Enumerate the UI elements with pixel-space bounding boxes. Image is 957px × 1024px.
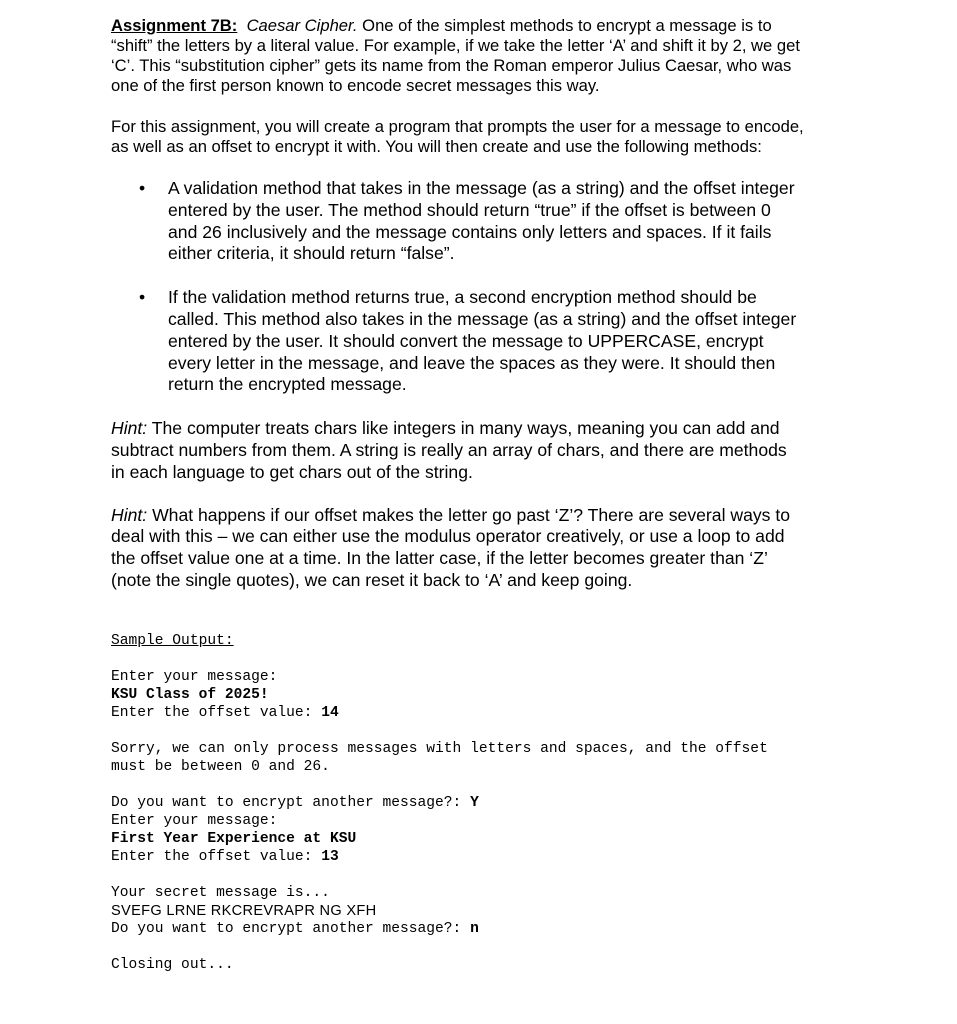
- intro-paragraph: [111, 16, 851, 96]
- result-label: Your secret message is...: [111, 884, 330, 901]
- bullet-icon: •: [139, 287, 146, 308]
- closing-line: Closing out...: [111, 956, 234, 973]
- user-input-message: First Year Experience at KSU: [111, 830, 357, 847]
- hint-label: Hint:: [111, 418, 148, 439]
- bullet-line: and 26 inclusively and the message contains only letters and spaces. If it fails: [168, 221, 772, 242]
- bullet-line: entered by the user. The method should return “true” if the offset is between 0: [168, 199, 771, 220]
- again-line: [111, 920, 851, 938]
- hint-line: (note the single quotes), we can reset it back to ‘A’ and keep going.: [111, 569, 633, 590]
- prompt-offset: Enter the offset value:: [111, 848, 322, 865]
- intro-line: ‘C’. This “substitution cipher” gets its name from the Roman emperor Julius Caesar, who was: [111, 56, 792, 75]
- bullet-line: either criteria, it should return “false”.: [168, 243, 455, 264]
- bullet-line: entered by the user. It should convert the message to UPPERCASE, encrypt: [168, 330, 764, 351]
- bullet-line: If the validation method returns true, a second encryption method should be: [168, 287, 757, 308]
- methods-list: [111, 178, 851, 396]
- offset-line: [111, 848, 851, 866]
- encrypted-message: SVEFG LRNE RKCREVRAPR NG XFH: [111, 902, 377, 919]
- bullet-line: every letter in the message, and leave the spaces as they were. It should then: [168, 352, 776, 373]
- intro-line: One of the simplest methods to encrypt a message is to: [357, 16, 772, 35]
- hint-line: What happens if our offset makes the letter go past ‘Z’? There are several ways to: [147, 504, 791, 525]
- prompt-message: Enter your message:: [111, 668, 278, 685]
- hint-label: Hint:: [111, 504, 148, 525]
- hint-paragraph-wraparound: [111, 505, 851, 592]
- hint-line: the offset value one at a time. In the latter case, if the letter becomes greater than ‘Z’: [111, 548, 768, 569]
- hint-paragraph-chars: [111, 418, 851, 483]
- assignment-title: Caesar Cipher.: [246, 16, 358, 35]
- encryption-method-item: [111, 287, 851, 396]
- validation-method-item: [111, 178, 851, 265]
- prompt-message: Enter your message:: [111, 812, 278, 829]
- assignment-heading: Assignment 7B:: [111, 16, 238, 35]
- error-line: Sorry, we can only process messages with letters and spaces, and the offset: [111, 740, 768, 757]
- user-input-offset: 14: [321, 704, 339, 721]
- user-input-message: KSU Class of 2025!: [111, 686, 269, 703]
- sample-output-title: Sample Output:: [111, 632, 234, 649]
- bullet-line: called. This method also takes in the message (as a string) and the offset integer: [168, 308, 797, 329]
- intro-line: one of the first person known to encode secret messages this way.: [111, 76, 600, 95]
- again-line: [111, 794, 851, 812]
- hint-line: deal with this – we can either use the modulus operator creatively, or use a loop to add: [111, 526, 785, 547]
- assignment-line: For this assignment, you will create a program that prompts the user for a message to encode,: [111, 117, 804, 136]
- hint-line: in each language to get chars out of the string.: [111, 461, 473, 482]
- prompt-again: Do you want to encrypt another message?:: [111, 794, 471, 811]
- sample-output: [111, 632, 851, 974]
- prompt-offset: Enter the offset value:: [111, 704, 322, 721]
- error-line: must be between 0 and 26.: [111, 758, 330, 775]
- user-input-offset: 13: [321, 848, 339, 865]
- intro-line: “shift” the letters by a literal value. For example, if we take the letter ‘A’ and shift it by 2, we get: [111, 36, 800, 55]
- bullet-line: A validation method that takes in the message (as a string) and the offset integer: [168, 178, 795, 198]
- hint-line: The computer treats chars like integers in many ways, meaning you can add and: [147, 418, 780, 439]
- assignment-line: as well as an offset to encrypt it with. You will then create and use the following methods:: [111, 137, 762, 156]
- bullet-line: return the encrypted message.: [168, 374, 407, 395]
- user-input-again: n: [470, 920, 479, 937]
- hint-line: subtract numbers from them. A string is really an array of chars, and there are methods: [111, 439, 787, 460]
- prompt-again: Do you want to encrypt another message?:: [111, 920, 471, 937]
- user-input-again: Y: [470, 794, 479, 811]
- offset-line: [111, 704, 851, 722]
- assignment-page: [111, 16, 851, 974]
- bullet-icon: •: [139, 178, 146, 198]
- assignment-paragraph: [111, 117, 851, 157]
